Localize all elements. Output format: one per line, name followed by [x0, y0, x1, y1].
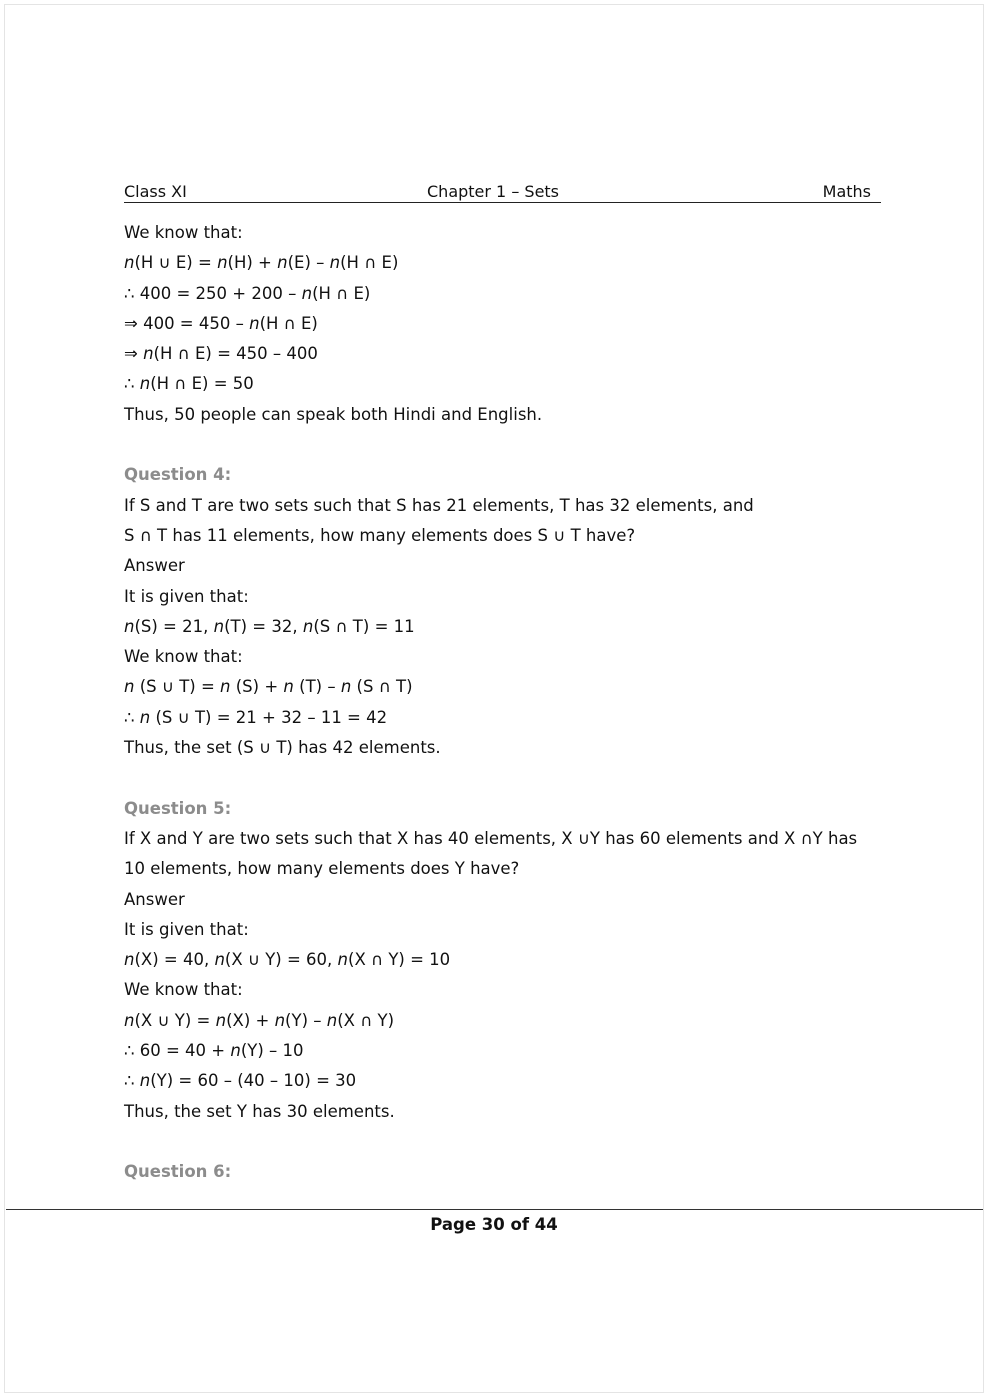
page-header: [124, 180, 881, 203]
q5-formula: n(X ∪ Y) = n(X) + n(Y) – n(X ∩ Y): [124, 1010, 395, 1030]
q5-heading: Question 5:: [124, 798, 232, 818]
q5-answer-label: Answer: [124, 889, 185, 909]
q3-conclusion: Thus, 50 people can speak both Hindi and English.: [124, 404, 543, 424]
q4-formula: n (S ∪ T) = n (S) + n (T) – n (S ∩ T): [124, 677, 413, 697]
q5-step-1: ∴ 60 = 40 + n(Y) – 10: [124, 1041, 304, 1061]
header-subject: Maths: [822, 182, 871, 201]
q5-text-1: If X and Y are two sets such that X has 40 elements, X ∪Y has 60 elements and X ∩Y has: [124, 828, 858, 848]
q3-step-2: ⇒ 400 = 450 – n(H ∩ E): [124, 313, 318, 333]
q4-text-2: S ∩ T has 11 elements, how many elements does S ∪ T have?: [124, 525, 636, 545]
q4-given-label: It is given that:: [124, 586, 249, 606]
header-chapter: Chapter 1 – Sets: [427, 182, 560, 201]
header-class: Class XI: [124, 182, 187, 201]
q4-text-1: If S and T are two sets such that S has 21 elements, T has 32 elements, and: [124, 495, 754, 515]
page-number: Page 30 of 44: [430, 1215, 558, 1234]
spacer: [124, 433, 884, 463]
q5-given-label: It is given that:: [124, 919, 249, 939]
q5-step-2: ∴ n(Y) = 60 – (40 – 10) = 30: [124, 1071, 357, 1091]
q5-know-line: We know that:: [124, 980, 243, 1000]
q4-conclusion: Thus, the set (S ∪ T) has 42 elements.: [124, 738, 441, 758]
q5-conclusion: Thus, the set Y has 30 elements.: [124, 1101, 395, 1121]
q5-given-values: n(X) = 40, n(X ∪ Y) = 60, n(X ∩ Y) = 10: [124, 950, 451, 970]
q3-step-1: ∴ 400 = 250 + 200 – n(H ∩ E): [124, 283, 371, 303]
q6-heading: Question 6:: [124, 1162, 232, 1182]
spacer: [124, 1130, 884, 1160]
q4-heading: Question 4:: [124, 465, 232, 485]
q3-formula-line: n(H ∪ E) = n(H) + n(E) – n(H ∩ E): [124, 253, 399, 273]
q4-given-values: n(S) = 21, n(T) = 32, n(S ∩ T) = 11: [124, 616, 415, 636]
q4-result: ∴ n (S ∪ T) = 21 + 32 – 11 = 42: [124, 707, 388, 727]
q4-answer-label: Answer: [124, 556, 185, 576]
spacer: [124, 766, 884, 796]
q5-text-2: 10 elements, how many elements does Y have?: [124, 859, 520, 879]
page-content: [124, 221, 884, 1191]
q3-step-4: ∴ n(H ∩ E) = 50: [124, 374, 254, 394]
q4-know-line: We know that:: [124, 647, 243, 667]
footer-divider: [6, 1209, 983, 1210]
q3-step-3: ⇒ n(H ∩ E) = 450 – 400: [124, 344, 318, 364]
q3-know-line: We know that:: [124, 223, 243, 242]
